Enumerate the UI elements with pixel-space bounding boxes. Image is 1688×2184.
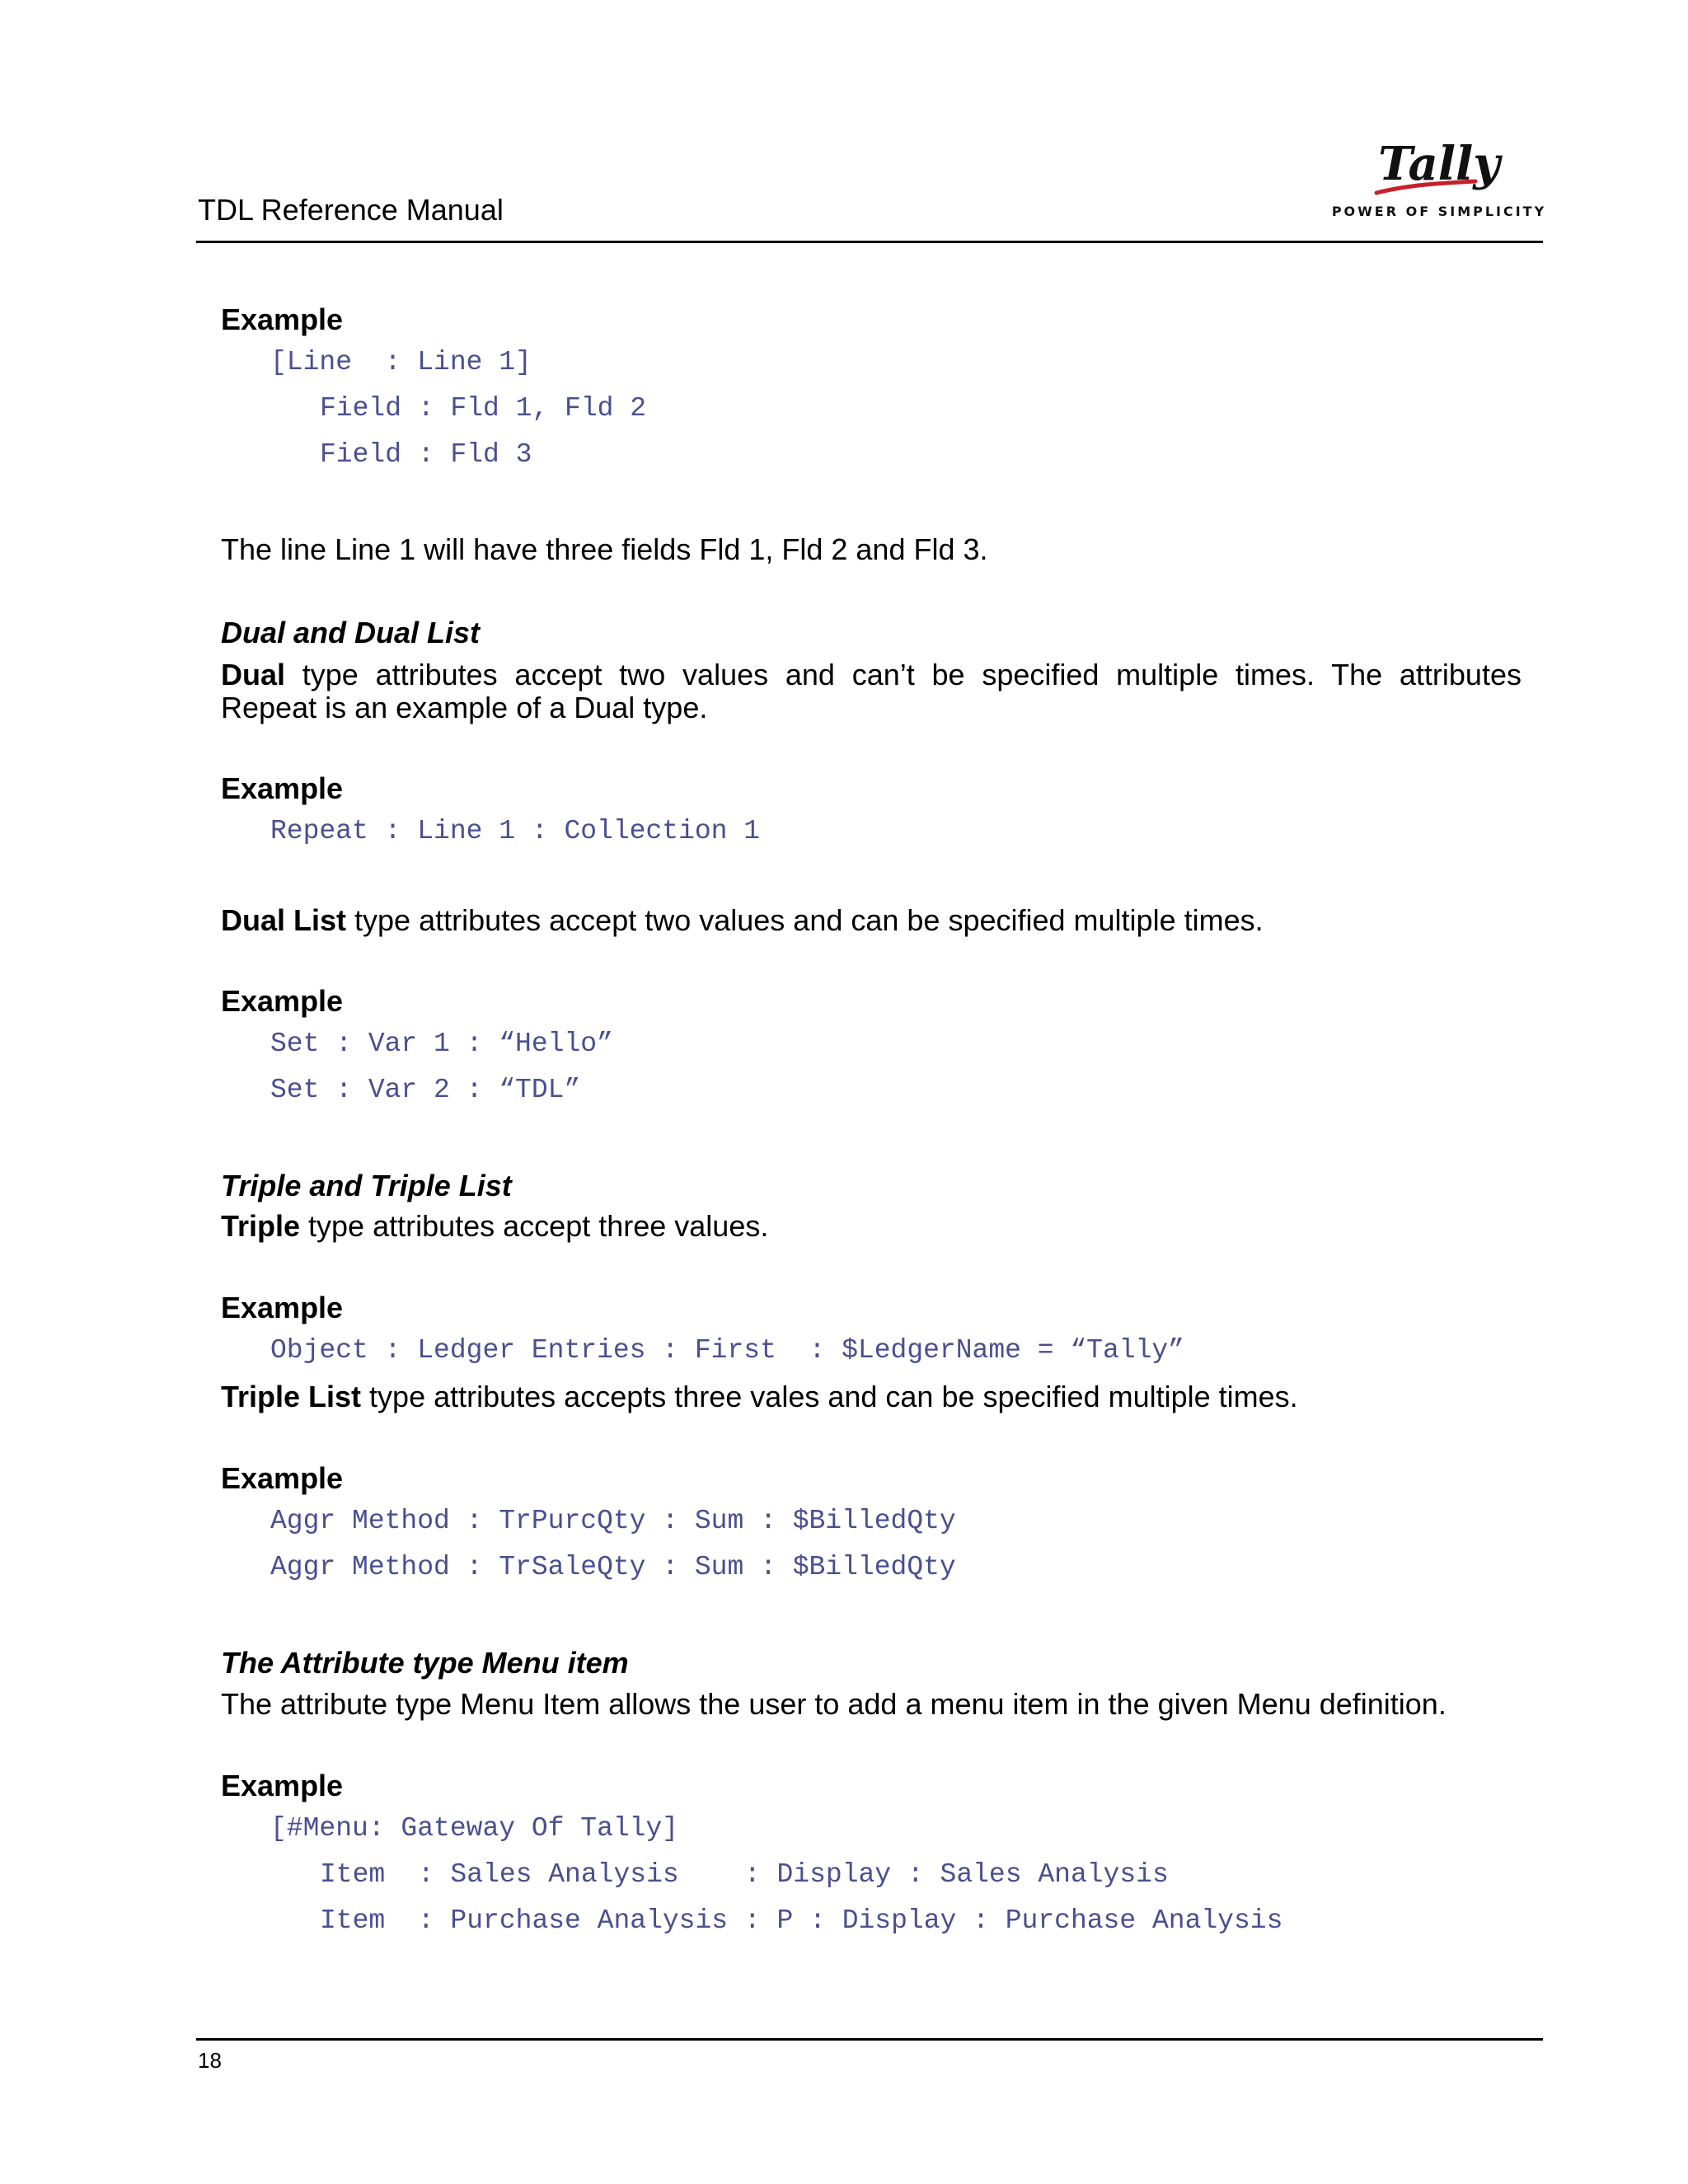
code-line: Aggr Method : TrSaleQty : Sum : $BilledQty (270, 1552, 956, 1582)
section-heading-menu-item: The Attribute type Menu item (221, 1646, 629, 1680)
section-heading-dual: Dual and Dual List (221, 616, 481, 649)
tally-logo-icon (1331, 134, 1547, 224)
code-line: Set : Var 1 : “Hello” (270, 1029, 613, 1059)
code-line: Repeat : Line 1 : Collection 1 (270, 816, 761, 846)
term-triple-list: Triple List (221, 1380, 362, 1413)
example-heading: Example (221, 984, 344, 1018)
paragraph-triple-list-text: type attributes accepts three vales and can be specified multiple times. (361, 1380, 1298, 1413)
code-line: Item : Sales Analysis : Display : Sales Analysis (320, 1859, 1169, 1890)
example-heading: Example (221, 1769, 344, 1802)
footer-divider (196, 2038, 1543, 2041)
paragraph-triple-list (221, 1380, 1298, 1413)
paragraph-dual-list (221, 904, 1264, 937)
example-heading: Example (221, 302, 344, 336)
code-line: Object : Ledger Entries : First : $LedgerName = “Tally” (270, 1335, 1184, 1366)
tally-logo (1331, 134, 1547, 224)
paragraph-dual-text: type attributes accept two values and can’t be specified multiple times. The attributes (302, 658, 1522, 691)
example-heading: Example (221, 1461, 344, 1495)
term-dual-list: Dual List (221, 903, 347, 937)
paragraph-dual (221, 658, 1522, 691)
code-line: [#Menu: Gateway Of Tally] (270, 1813, 679, 1844)
paragraph-triple (221, 1210, 768, 1243)
paragraph-dual-list-text: type attributes accept two values and can be specified multiple times. (346, 903, 1264, 937)
section-heading-triple: Triple and Triple List (221, 1169, 512, 1202)
paragraph: The line Line 1 will have three fields Fld 1, Fld 2 and Fld 3. (221, 532, 988, 566)
code-line: Item : Purchase Analysis : P : Display : Purchase Analysis (320, 1905, 1283, 1936)
document-title: TDL Reference Manual (198, 193, 504, 227)
paragraph-triple-text: type attributes accept three values. (300, 1209, 769, 1243)
paragraph-menu-item: The attribute type Menu Item allows the user to add a menu item in the given Menu definition. (221, 1687, 1447, 1721)
code-line: Field : Fld 3 (320, 439, 532, 470)
term-dual: Dual (221, 658, 286, 691)
logo-tagline: POWER OF SIMPLICITY (1331, 204, 1547, 219)
example-heading: Example (221, 1291, 344, 1324)
code-line: Set : Var 2 : “TDL” (270, 1075, 581, 1105)
code-line: Field : Fld 1, Fld 2 (320, 393, 647, 424)
code-line: [Line : Line 1] (270, 347, 532, 377)
logo-wordmark: Tally (1378, 137, 1500, 191)
paragraph-dual-cont: Repeat is an example of a Dual type. (221, 691, 708, 724)
example-heading: Example (221, 771, 344, 805)
header-divider (196, 241, 1543, 243)
term-triple: Triple (221, 1209, 301, 1243)
code-line: Aggr Method : TrPurcQty : Sum : $BilledQty (270, 1506, 956, 1536)
page-number: 18 (198, 2048, 222, 2073)
